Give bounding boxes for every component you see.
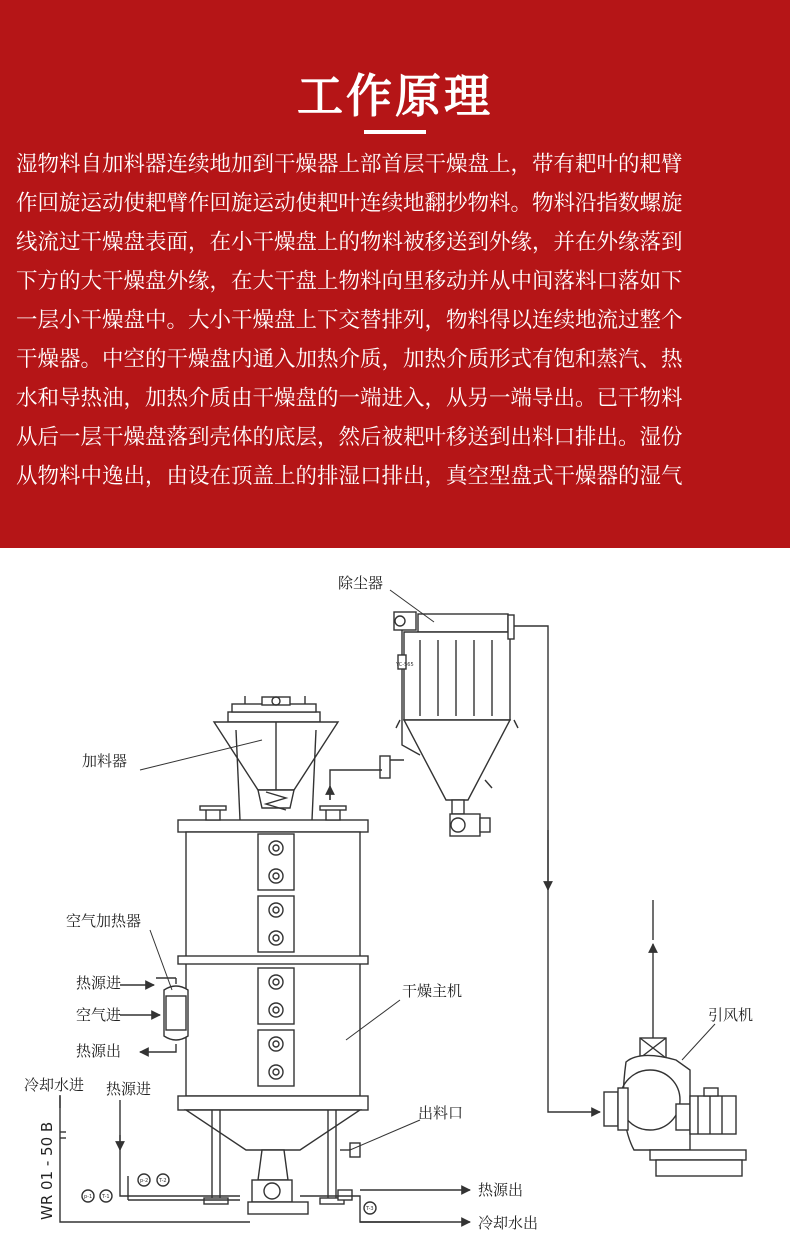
description-line: 从物料中逸出，由设在顶盖上的排湿口排出，真空型盘式干燥器的湿气	[16, 464, 683, 489]
description-line: 作回旋运动使耙臂作回旋运动使耙叶连续地翻抄物料。物料沿指数螺旋	[16, 191, 683, 216]
label-feeder: 加料器	[82, 752, 128, 770]
feeder	[214, 696, 338, 820]
label-small-tag: YC-565	[396, 662, 414, 668]
label-air-in: 空气进	[76, 1006, 122, 1024]
description-line: 从后一层干燥盘落到壳体的底层，然后被耙叶移送到出料口排出。湿份	[16, 425, 683, 450]
dryer-main-body	[178, 806, 368, 1214]
page-title: 工作原理	[297, 69, 493, 123]
dryer-process-diagram	[0, 550, 790, 1253]
description-line: 线流过干燥盘表面，在小干燥盘上的物料被移送到外缘，并在外缘落到	[16, 230, 683, 255]
label-dryer-main: 干燥主机	[402, 982, 463, 1000]
description-line: 下方的大干燥盘外缘，在大干盘上物料向里移动并从中间落料口落如下	[16, 269, 683, 294]
description-line: 一层小干燥盘中。大小干燥盘上下交替排列，物料得以连续地流过整个	[16, 308, 683, 333]
description-text	[16, 145, 776, 496]
induced-draft-fan	[604, 1038, 746, 1176]
label-cooling-water-out: 冷却水出	[478, 1214, 539, 1232]
description-line: 湿物料自加料器连续地加到干燥器上部首层干燥盘上，带有耙叶的耙臂	[16, 152, 683, 177]
gauge-p1: p-1	[84, 1194, 93, 1200]
label-heat-source-in: 热源进	[76, 974, 122, 992]
gauge-t1: T-1	[102, 1194, 110, 1200]
label-model: WR 01 - 50 B	[38, 1121, 56, 1220]
description-line: 水和导热油，加热介质由干燥盘的一端进入，从另一端导出。已干物料	[16, 386, 683, 411]
gauge-p2: p-2	[140, 1178, 149, 1184]
dust-collector	[380, 612, 518, 836]
label-induced-draft-fan: 引风机	[708, 1006, 754, 1024]
label-heat-source-out: 热源出	[76, 1042, 122, 1060]
label-cooling-water-in: 冷却水进	[24, 1076, 85, 1094]
header-banner	[0, 0, 790, 548]
label-heat-source-out-2: 热源出	[478, 1181, 524, 1199]
air-heater	[164, 978, 188, 1050]
label-dust-collector: 除尘器	[338, 574, 384, 592]
gauge-t2: T-2	[159, 1178, 167, 1184]
title-underline	[364, 130, 426, 134]
description-line: 干燥器。中空的干燥盘内通入加热介质，加热介质形式有饱和蒸汽、热	[16, 347, 683, 372]
label-heat-source-in-2: 热源进	[106, 1080, 152, 1098]
gauge-t3: T-3	[366, 1206, 374, 1212]
label-discharge-port: 出料口	[418, 1104, 464, 1122]
label-air-heater: 空气加热器	[66, 912, 142, 930]
